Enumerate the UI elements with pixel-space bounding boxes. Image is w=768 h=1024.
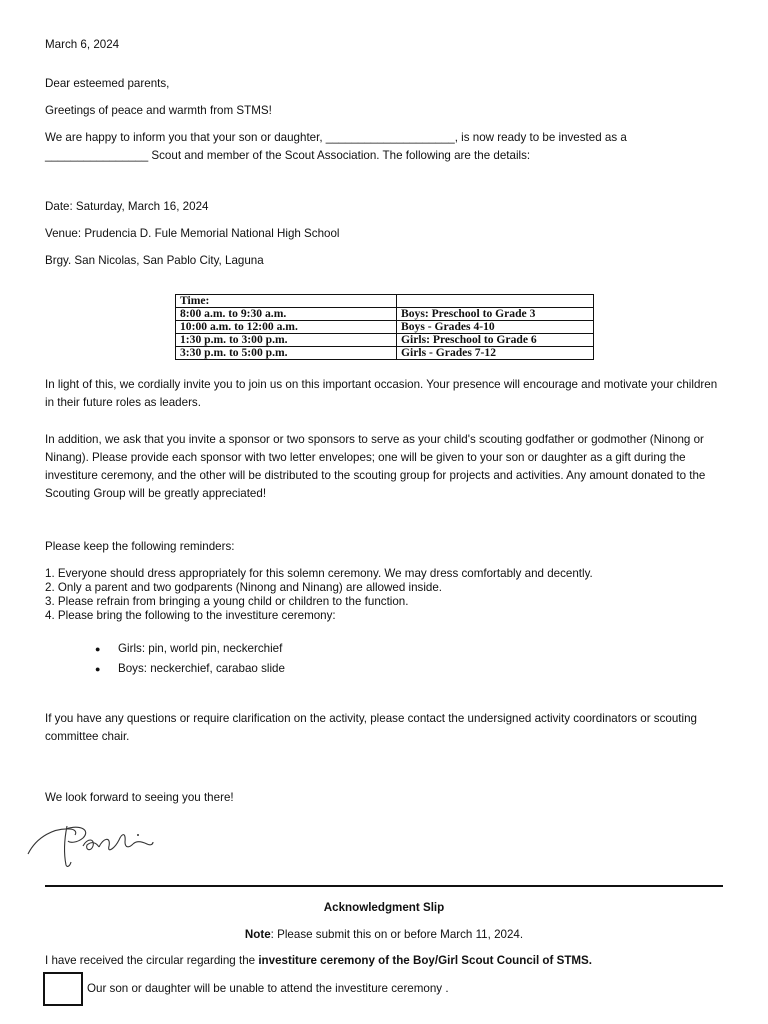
schedule-time: 10:00 a.m. to 12:00 a.m. <box>176 321 397 334</box>
slip-note-label: Note <box>244 928 271 941</box>
event-address: Brgy. San Nicolas, San Pablo City, Laguna <box>45 254 264 267</box>
schedule-group: Boys: Preschool to Grade 3 <box>397 308 594 321</box>
intro-line-2: ________________ Scout and member of the Scout Association. The following are the details: <box>45 149 531 162</box>
salutation: Dear esteemed parents, <box>45 77 170 90</box>
event-date: Date: Saturday, March 16, 2024 <box>45 200 209 213</box>
slip-received-prefix: I have received the circular regarding the <box>45 954 259 967</box>
list-item <box>95 661 285 681</box>
schedule-time: 3:30 p.m. to 5:00 p.m. <box>176 347 397 360</box>
schedule-time: 8:00 a.m. to 9:30 a.m. <box>176 308 397 321</box>
schedule-header-group <box>397 295 594 308</box>
bullet-icon: ● <box>95 664 101 674</box>
list-item-text: Girls: pin, world pin, neckerchief <box>118 642 283 655</box>
slip-received-statement <box>45 952 592 970</box>
unable-to-attend-label: Our son or daughter will be unable to attend the investiture ceremony . <box>87 982 449 995</box>
schedule-time: 1:30 p.m. to 3:00 p.m. <box>176 334 397 347</box>
schedule-row <box>176 321 594 334</box>
list-item-text: Boys: neckerchief, carabao slide <box>118 662 285 675</box>
letter-date: March 6, 2024 <box>45 38 120 51</box>
signature-image <box>25 820 165 872</box>
reminders-heading: Please keep the following reminders: <box>45 540 235 553</box>
questions-paragraph: If you have any questions or require clarification on the activity, please contact the undersigned activity coordinators or scouting committee chair. <box>45 712 697 743</box>
intro-line-1: We are happy to inform you that your son or daughter, ____________________, is now ready to be invested as a <box>45 131 627 144</box>
slip-title: Acknowledgment Slip <box>323 901 445 914</box>
reminder-item: 2. Only a parent and two godparents (Ninong and Ninang) are allowed inside. <box>45 581 443 594</box>
closing-line: We look forward to seeing you there! <box>45 791 234 804</box>
invite-paragraph: In light of this, we cordially invite you to join us on this important occasion. Your presence will encourage and motivate your children in their future roles as leaders. <box>45 378 718 409</box>
schedule-row <box>176 334 594 347</box>
schedule-group: Girls - Grades 7-12 <box>397 347 594 360</box>
reminder-item: 1. Everyone should dress appropriately for this solemn ceremony. We may dress comfortably and decently. <box>45 567 593 580</box>
schedule-group: Girls: Preschool to Grade 6 <box>397 334 594 347</box>
unable-to-attend-checkbox[interactable] <box>43 972 83 1006</box>
event-venue: Venue: Prudencia D. Fule Memorial National High School <box>45 227 340 240</box>
schedule-header-row <box>176 295 594 308</box>
schedule-header-time: Time: <box>176 295 397 308</box>
section-divider <box>45 885 723 887</box>
schedule-row <box>176 308 594 321</box>
schedule-row <box>176 347 594 360</box>
slip-received-bold: investiture ceremony of the Boy/Girl Scout Council of STMS. <box>258 954 593 967</box>
schedule-group: Boys - Grades 4-10 <box>397 321 594 334</box>
slip-note <box>0 926 768 944</box>
bring-items-list <box>95 641 285 681</box>
greeting: Greetings of peace and warmth from STMS! <box>45 104 272 117</box>
schedule-table <box>175 294 594 360</box>
reminder-item: 3. Please refrain from bringing a young child or children to the function. <box>45 595 409 608</box>
sponsor-paragraph: In addition, we ask that you invite a sponsor or two sponsors to serve as your child's scouting godfather or godmother (Ninong or Ninang). Please provide each sponsor with two letter envelopes; one will be given to your son or daughter as a gift during the investiture ceremony, and the other will be distributed to the scouting group for projects and activities. Any amount donated to the Scouting Group will be greatly appreciated! <box>45 433 706 500</box>
slip-note-text: : Please submit this on or before March 11, 2024. <box>270 928 524 941</box>
reminder-item: 4. Please bring the following to the investiture ceremony: <box>45 609 336 622</box>
list-item <box>95 641 285 661</box>
bullet-icon: ● <box>95 644 101 654</box>
